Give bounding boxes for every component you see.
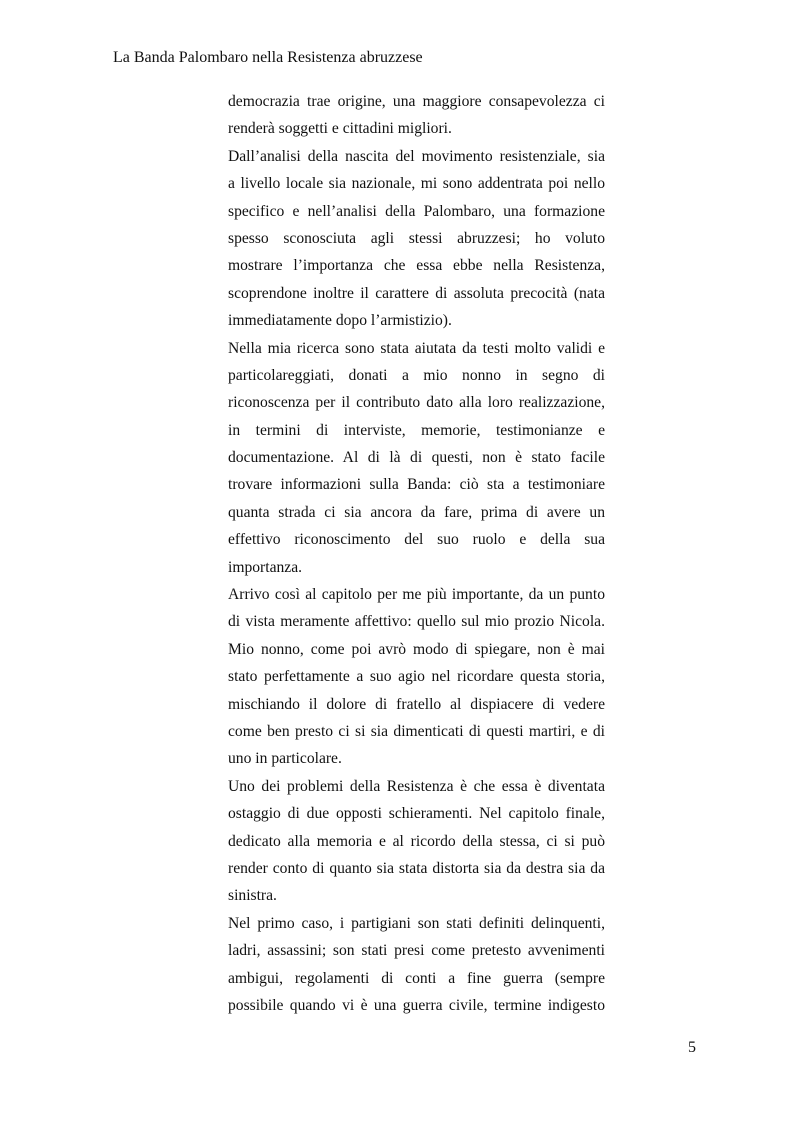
body-text (228, 88, 605, 1019)
text-line: spesso sconosciuta agli stessi abruzzesi; ho voluto (228, 229, 605, 247)
text-line: come ben presto ci si sia dimenticati di questi martiri, e di (228, 722, 605, 740)
text-line: dedicato alla memoria e al ricordo della stessa, ci si può (228, 832, 605, 850)
page-number: 5 (688, 1039, 696, 1056)
text-line: di vista meramente affettivo: quello sul mio prozio Nicola. (228, 613, 605, 631)
text-line: ambigui, regolamenti di conti a fine guerra (sempre (228, 969, 605, 987)
text-line: ostaggio di due opposti schieramenti. Nel capitolo finale, (228, 805, 605, 823)
text-line: scoprendone inoltre il carattere di assoluta precocità (nata (228, 284, 605, 302)
text-line: Dall’analisi della nascita del movimento resistenziale, sia (228, 147, 605, 165)
text-line: Nel primo caso, i partigiani son stati definiti delinquenti, (228, 914, 605, 932)
text-line: render conto di quanto sia stata distorta sia da destra sia da (228, 859, 605, 877)
text-line: renderà soggetti e cittadini migliori. (228, 120, 452, 138)
text-line: mischiando il dolore di fratello al dispiacere di vedere (228, 695, 605, 713)
text-line: documentazione. Al di là di questi, non è stato facile (228, 449, 605, 467)
text-line: riconoscenza per il contributo dato alla loro realizzazione, (228, 394, 605, 412)
text-line: Uno dei problemi della Resistenza è che essa è diventata (228, 777, 605, 795)
text-line: specifico e nell’analisi della Palombaro, una formazione (228, 202, 605, 220)
text-line: immediatamente dopo l’armistizio). (228, 312, 452, 330)
page-header: La Banda Palombaro nella Resistenza abruzzese (113, 49, 423, 66)
text-line: uno in particolare. (228, 750, 342, 768)
text-line: sinistra. (228, 887, 277, 905)
text-line: possibile quando vi è una guerra civile, termine indigesto (228, 996, 605, 1014)
text-line: trovare informazioni sulla Banda: ciò sta a testimoniare (228, 476, 605, 494)
text-line: mostrare l’importanza che essa ebbe nella Resistenza, (228, 257, 605, 275)
text-line: Mio nonno, come poi avrò modo di spiegare, non è mai (228, 640, 605, 658)
text-line: particolareggiati, donati a mio nonno in segno di (228, 366, 605, 384)
text-line: effettivo riconoscimento del suo ruolo e della sua (228, 531, 605, 549)
text-line: in termini di interviste, memorie, testimonianze e (228, 421, 605, 439)
text-line: quanta strada ci sia ancora da fare, prima di avere un (228, 503, 605, 521)
text-line: ladri, assassini; son stati presi come pretesto avvenimenti (228, 942, 605, 960)
text-line: Nella mia ricerca sono stata aiutata da testi molto validi e (228, 339, 605, 357)
text-line: stato perfettamente a suo agio nel ricordare questa storia, (228, 668, 605, 686)
text-line: importanza. (228, 558, 303, 576)
text-line: a livello locale sia nazionale, mi sono addentrata poi nello (228, 175, 605, 193)
text-line: Arrivo così al capitolo per me più importante, da un punto (228, 586, 605, 604)
text-line: democrazia trae origine, una maggiore consapevolezza ci (228, 93, 605, 110)
